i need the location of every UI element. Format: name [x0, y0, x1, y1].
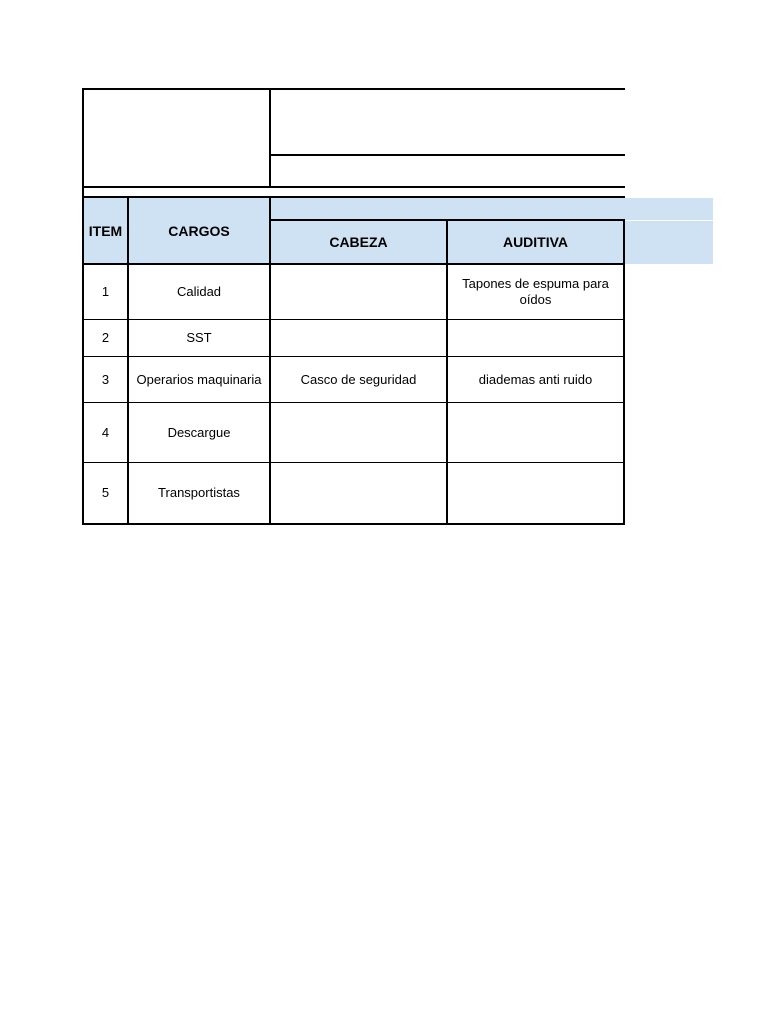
cargos-header: CARGOS: [168, 222, 230, 239]
item-header: ITEM: [88, 222, 123, 239]
row-5-auditiva: [448, 463, 623, 523]
row-4-cargo: Descargue: [167, 424, 231, 440]
overflow-header-fill: [625, 221, 713, 264]
title-bottom-border: [82, 186, 625, 188]
row-5-item: 5: [101, 485, 110, 500]
row-5-cargo: Transportistas: [158, 485, 240, 500]
row-1-auditiva: Tapones de espuma para oídos: [462, 276, 609, 307]
logo-box-divider: [269, 88, 271, 188]
title-top-border: [82, 88, 625, 90]
title-middle-divider: [269, 154, 625, 156]
row-3-item: 3: [101, 371, 110, 387]
row-2-item: 2: [101, 330, 110, 345]
row-1-cargo: Calidad: [176, 284, 222, 299]
row-4-auditiva: [448, 403, 623, 462]
row-2-cargo: SST: [186, 330, 212, 345]
group-header-fill: [271, 198, 713, 220]
row-1-cabeza: [271, 265, 446, 319]
row-4-item: 4: [101, 424, 110, 440]
row-2-cabeza: [271, 320, 446, 356]
row-4-cabeza: [271, 403, 446, 462]
table-bottom-border: [82, 523, 625, 525]
row-2-auditiva: [448, 320, 623, 356]
row-3-cargo: Operarios maquinaria: [136, 371, 262, 387]
row-5-cabeza: [271, 463, 446, 523]
cabeza-header: CABEZA: [329, 234, 388, 250]
row-1-item: 1: [101, 284, 110, 299]
row-3-auditiva: diademas anti ruido: [478, 371, 593, 387]
row-3-cabeza: Casco de seguridad: [300, 371, 417, 387]
auditiva-header: AUDITIVA: [502, 234, 569, 250]
